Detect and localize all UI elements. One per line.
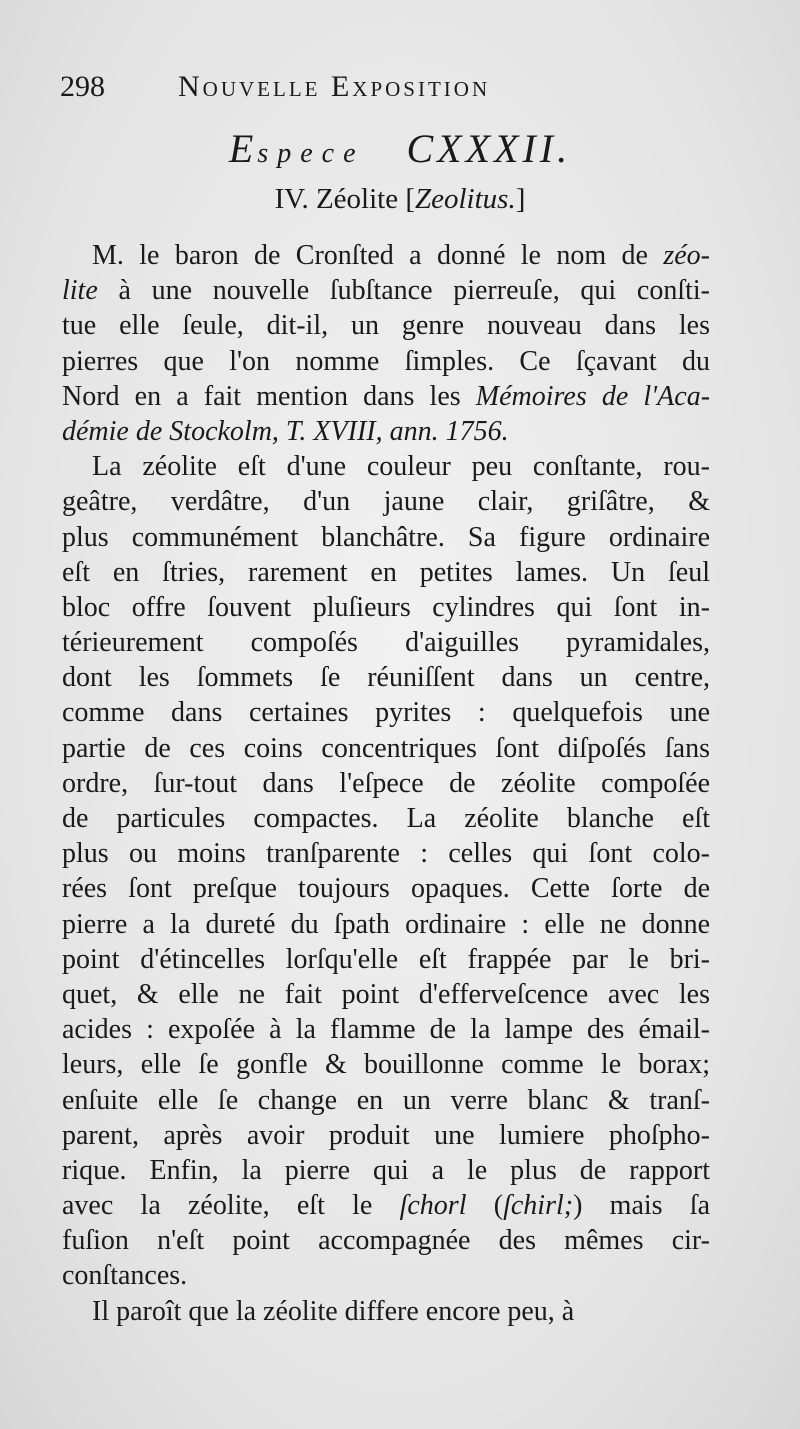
text-line <box>62 1188 710 1223</box>
text-line <box>62 1047 710 1082</box>
italic-text-run: ſchorl <box>399 1190 467 1222</box>
text-line <box>62 1258 710 1293</box>
text-line <box>62 660 710 695</box>
italic-text-run: démie de Stockolm, T. XVIII, ann. 1756. <box>62 415 509 447</box>
text-line <box>62 238 710 273</box>
text-run: rées ſont preſque toujours opaques. Cette ſorte de <box>62 873 710 905</box>
text-line <box>62 379 710 414</box>
body-text <box>62 238 710 1329</box>
text-line <box>62 590 710 625</box>
species-heading-numeral: CXXXII. <box>406 126 572 171</box>
text-run: parent, après avoir produit une lumiere phoſpho- <box>62 1119 710 1151</box>
text-run: tue elle ſeule, dit-il, un genre nouveau dans les <box>62 310 710 342</box>
italic-text-run: lite <box>62 275 98 307</box>
text-run: Il paroît que la zéolite differe encore peu, à <box>92 1295 575 1327</box>
text-run: leurs, elle ſe gonfle & bouillonne comme le borax; <box>62 1049 710 1081</box>
text-run: acides : expoſée à la flamme de la lampe des émail- <box>62 1014 710 1046</box>
text-line <box>62 1294 710 1329</box>
text-line <box>62 1223 710 1258</box>
text-run: conſtances. <box>62 1260 188 1292</box>
text-line <box>62 344 710 379</box>
text-run: plus communément blanchâtre. Sa figure ordinaire <box>62 521 710 553</box>
text-run: avec la zéolite, eſt le <box>62 1190 400 1222</box>
italic-text-run: zéo- <box>663 240 710 271</box>
text-line <box>62 942 710 977</box>
text-line <box>62 1083 710 1118</box>
text-run: ordre, ſur-tout dans l'eſpece de zéolite compoſée <box>62 767 710 799</box>
text-line <box>62 1012 710 1047</box>
text-line <box>62 801 710 836</box>
text-line <box>62 731 710 766</box>
text-run: comme dans certaines pyrites : quelquefois une <box>62 697 710 729</box>
page-number: 298 <box>60 70 105 103</box>
text-line <box>62 520 710 555</box>
text-line <box>62 977 710 1012</box>
text-line <box>62 907 710 942</box>
text-run: fuſion n'eſt point accompagnée des mêmes cir- <box>62 1225 710 1257</box>
text-run: Nord en a fait mention dans les <box>62 380 476 412</box>
text-run: geâtre, verdâtre, d'un jaune clair, griſâtre, & <box>62 486 710 518</box>
text-line <box>62 766 710 801</box>
text-line <box>62 871 710 906</box>
text-run: à une nouvelle ſubſtance pierreuſe, qui conſti- <box>97 275 710 307</box>
text-line <box>62 836 710 871</box>
text-run: ( <box>466 1190 504 1222</box>
text-line <box>62 1153 710 1188</box>
text-line <box>62 273 710 308</box>
text-run: plus ou moins tranſparente : celles qui ſont colo- <box>62 838 710 870</box>
text-run: point d'étincelles lorſqu'elle eſt frappée par le bri- <box>62 943 710 975</box>
running-head: Nouvelle Exposition <box>178 70 491 103</box>
text-run: pierres que l'on nomme ſimples. Ce ſçavant du <box>62 345 710 377</box>
text-run: bloc offre ſouvent pluſieurs cylindres qui ſont in- <box>62 591 710 623</box>
text-run: ) mais ſa <box>573 1190 711 1222</box>
text-run: pierre a la dureté du ſpath ordinaire : elle ne donne <box>62 908 710 940</box>
entry-heading-suffix: ] <box>515 183 526 215</box>
text-run: La zéolite eſt d'une couleur peu conſtante, rou- <box>92 451 710 483</box>
text-run: M. le baron de Cronſted a donné le nom de <box>92 240 664 271</box>
text-line <box>62 695 710 730</box>
entry-heading-latin: Zeolitus. <box>415 183 516 215</box>
page-header <box>60 70 740 110</box>
text-line <box>62 484 710 519</box>
entry-heading-prefix: IV. Zéolite [ <box>274 183 415 215</box>
text-line <box>62 449 710 484</box>
text-line <box>62 625 710 660</box>
text-line <box>62 555 710 590</box>
text-line <box>62 1118 710 1153</box>
text-run: térieurement compoſés d'aiguilles pyramidales, <box>62 627 710 659</box>
text-run: rique. Enfin, la pierre qui a le plus de rapport <box>62 1154 710 1186</box>
italic-text-run: Mémoires de l'Aca- <box>475 380 711 412</box>
species-heading <box>0 125 800 172</box>
text-run: dont les ſommets ſe réuniſſent dans un centre, <box>62 662 710 694</box>
text-run: de particules compactes. La zéolite blanche eſt <box>62 803 710 834</box>
text-line <box>62 308 710 343</box>
text-run: eſt en ſtries, rarement en petites lames. Un ſeul <box>62 556 710 588</box>
italic-text-run: ſchirl; <box>503 1190 574 1222</box>
text-run: partie de ces coins concentriques ſont diſpoſés ſans <box>62 732 710 764</box>
species-heading-initial: E <box>228 126 258 171</box>
text-run: quet, & elle ne fait point d'efferveſcence avec les <box>62 978 710 1010</box>
text-run: enſuite elle ſe change en un verre blanc & tranſ- <box>62 1084 710 1116</box>
entry-heading <box>0 183 800 216</box>
species-heading-word: spece <box>257 138 365 169</box>
text-line <box>62 414 710 449</box>
